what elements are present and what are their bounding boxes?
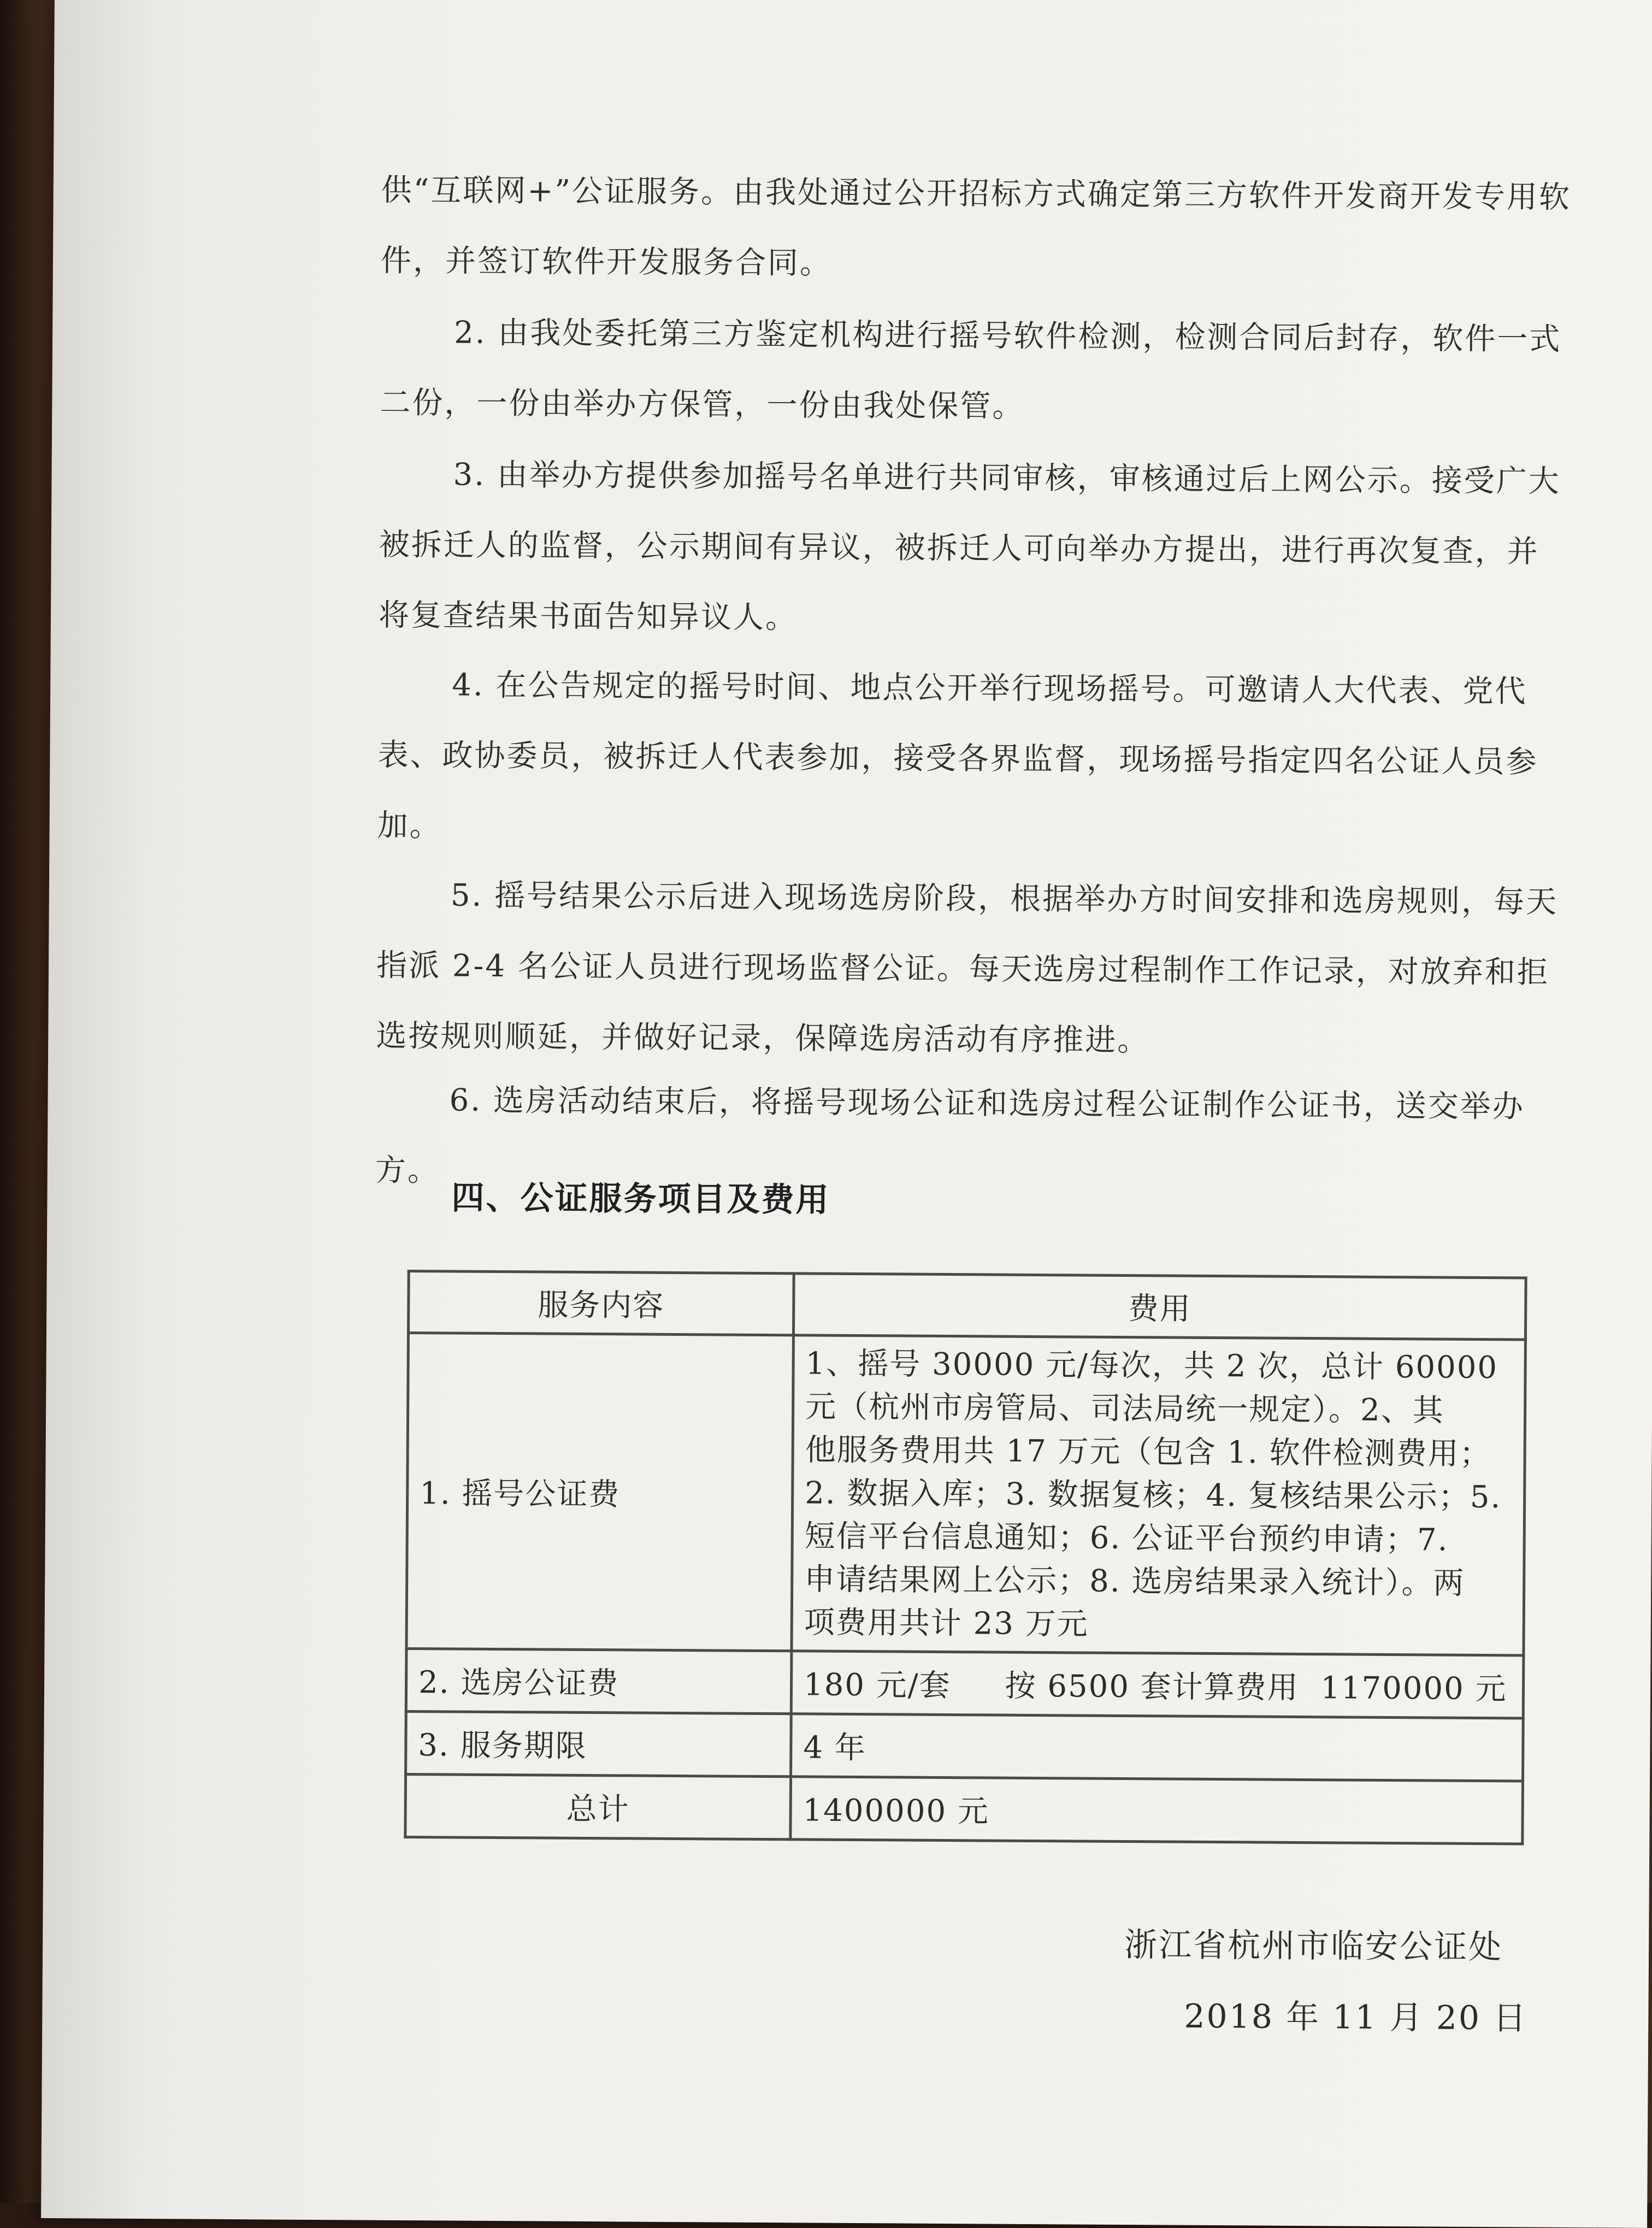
header-service: 服务内容 [408, 1271, 794, 1335]
paragraph-4: 4. 在公告规定的摇号时间、地点公开举行现场摇号。可邀请人大代表、党代表、政协委员，被拆迁人代表参加，接受各界监督，现场摇号指定四名公证人员参加。 [377, 667, 1538, 844]
table-row-total [405, 1774, 1523, 1843]
fee-line: 短信平台信息通知；6. 公证平台预约申请；7. [804, 1518, 1449, 1558]
table-row [406, 1648, 1524, 1718]
header-fee: 费用 [793, 1274, 1526, 1340]
row-item: 1. 摇号公证费 [406, 1333, 794, 1651]
document-page [41, 0, 1652, 2228]
fee-line: 他服务费用共 17 万元（包含 1. 软件检测费用； [805, 1432, 1491, 1472]
fee-table [404, 1270, 1527, 1846]
paragraph-3: 3. 由举办方提供参加摇号名单进行共同审核，审核通过后上网公示。接受广大被拆迁人的监督，公示期间有异议，被拆迁人可向举办方提出，进行再次复查，并将复查结果书面告知异议人。 [378, 457, 1561, 636]
fee-line: 2. 数据入库；3. 数据复核；4. 复核结果公示；5. [805, 1475, 1502, 1516]
fee-line: 1、摇号 30000 元/每次，共 2 次，总计 60000 [805, 1346, 1498, 1386]
row-fee: 4 年 [791, 1714, 1524, 1781]
row-fee: 180 元/套 按 6500 套计算费用 1170000 元 [791, 1651, 1524, 1718]
fee-line: 项费用共计 23 万元 [804, 1605, 1089, 1642]
signature-date: 2018 年 11 月 20 日 [1184, 1997, 1528, 2038]
paragraph-2: 2. 由我处委托第三方鉴定机构进行摇号软件检测，检测合同后封存，软件一式二份，一份由举办方保管，一份由我处保管。 [380, 315, 1562, 425]
signature-organization: 浙江省杭州市临安公证处 [1124, 1926, 1503, 1967]
section-heading: 四、公证服务项目及费用 [451, 1178, 830, 1219]
paragraph-5: 5. 摇号结果公示后进入现场选房阶段，根据举办方时间安排和选房规则，每天指派 2-4 名公证人员进行现场监督公证。每天选房过程制作工作记录，对放弃和拒选按规则顺延，并做好记录，保障选房活动有序推进。 [376, 877, 1559, 1059]
paragraph-6: 6. 选房活动结束后，将摇号现场公证和选房过程公证制作公证书，送交举办方。 [375, 1082, 1525, 1189]
fee-line: 元（杭州市房管局、司法局统一规定）。2、其 [805, 1389, 1444, 1429]
table-row [406, 1711, 1524, 1781]
row-item: 总计 [405, 1774, 791, 1839]
row-fee-detail [792, 1335, 1526, 1655]
row-fee: 1400000 元 [790, 1777, 1523, 1844]
row-item: 2. 选房公证费 [406, 1648, 792, 1713]
table-header-row [408, 1271, 1526, 1340]
table-row [406, 1333, 1525, 1655]
fee-line: 申请结果网上公示；8. 选房结果录入统计）。两 [804, 1561, 1465, 1601]
row-item: 3. 服务期限 [406, 1711, 792, 1776]
paragraph-1: 供“互联网+”公证服务。由我处通过公开招标方式确定第三方软件开发商开发专用软件，并签订软件开发服务合同。 [380, 172, 1572, 281]
